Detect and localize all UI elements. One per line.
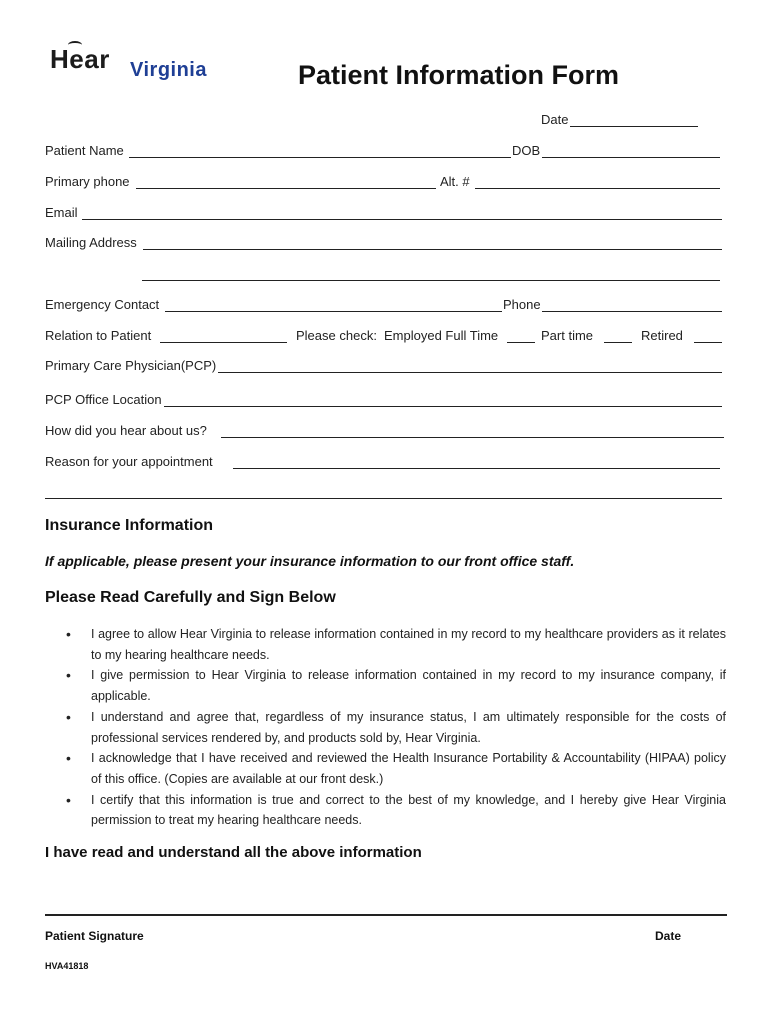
list-item (66, 790, 726, 831)
dob-label: DOB (512, 143, 541, 158)
logo-virginia-text: Virginia (130, 59, 207, 81)
acknowledge-statement: I have read and understand all the above information (45, 844, 422, 861)
mailing-address-line[interactable] (143, 249, 722, 250)
signature-date-label: Date (655, 929, 682, 943)
insurance-note: If applicable, please present your insurance information to our front office staff. (45, 553, 575, 569)
pcp-office-label: PCP Office Location (45, 392, 162, 407)
insurance-heading: Insurance Information (45, 517, 214, 534)
email-label: Email (45, 205, 78, 220)
logo-hear-text: Hear (50, 44, 110, 74)
bullet-icon: • (66, 626, 71, 642)
list-item (66, 748, 726, 789)
consent-item-text: I certify that this information is true and correct to the best of my knowledge, and I hereby give Hear Virginia permission to treat my hearing healthcare needs. (91, 792, 726, 828)
reason-line[interactable] (233, 468, 720, 469)
how-heard-label: How did you hear about us? (45, 423, 207, 438)
patient-name-label: Patient Name (45, 143, 124, 158)
emergency-phone-label: Phone (503, 297, 541, 312)
date-label: Date (541, 112, 569, 127)
alt-phone-line[interactable] (475, 188, 720, 189)
mailing-address-label: Mailing Address (45, 235, 137, 250)
mailing-address-line-2[interactable] (142, 280, 720, 281)
consent-heading: Please Read Carefully and Sign Below (45, 589, 336, 606)
bullet-icon: • (66, 791, 71, 808)
how-heard-line[interactable] (221, 437, 724, 438)
form-code: HVA41818 (45, 961, 89, 971)
please-check-label: Please check: (296, 328, 377, 343)
pcp-office-line[interactable] (164, 406, 722, 407)
patient-signature-label: Patient Signature (45, 929, 144, 943)
reason-label: Reason for your appointment (45, 454, 213, 469)
alt-phone-label: Alt. # (440, 174, 470, 189)
retired-check[interactable] (694, 342, 722, 343)
primary-phone-label: Primary phone (45, 174, 130, 189)
relation-label: Relation to Patient (45, 328, 152, 343)
consent-item-text: I understand and agree that, regardless of my insurance status, I am ultimately responsible for the costs of professional services rendered by, and products sold by, Hear Virginia. (91, 709, 726, 745)
bullet-icon: • (66, 750, 71, 767)
emergency-phone-line[interactable] (542, 311, 722, 312)
date-line[interactable] (570, 126, 698, 127)
hear-virginia-logo (50, 44, 250, 90)
list-item (66, 707, 726, 748)
list-item (66, 624, 726, 665)
page-title: Patient Information Form (298, 60, 620, 90)
list-item (66, 665, 726, 706)
emergency-contact-line[interactable] (165, 311, 502, 312)
employed-full-time-label: Employed Full Time (384, 328, 499, 343)
bullet-icon: • (66, 667, 71, 684)
emergency-contact-label: Emergency Contact (45, 297, 160, 312)
consent-item-text: I acknowledge that I have received and reviewed the Health Insurance Portability & Accountability (HIPAA) policy of this office. (Copies are available at our front desk.) (91, 751, 726, 786)
consent-item-text: I give permission to Hear Virginia to release information contained in my record to my insurance company, if applicable. (91, 668, 726, 704)
reason-line-2[interactable] (45, 498, 722, 499)
relation-line[interactable] (160, 342, 287, 343)
patient-name-line[interactable] (129, 157, 511, 158)
employed-full-time-check[interactable] (507, 342, 535, 343)
bullet-icon: • (66, 708, 71, 725)
email-line[interactable] (82, 219, 722, 220)
part-time-label: Part time (541, 328, 594, 343)
consent-item-text: I agree to allow Hear Virginia to release information contained in my record to my healthcare providers as it relates to my hearing healthcare needs. (91, 627, 726, 662)
consent-list (66, 624, 726, 831)
dob-line[interactable] (542, 157, 720, 158)
primary-phone-line[interactable] (136, 188, 436, 189)
pcp-line[interactable] (218, 372, 722, 373)
signature-line[interactable] (45, 914, 727, 916)
retired-label: Retired (641, 328, 683, 343)
pcp-label: Primary Care Physician(PCP) (45, 358, 217, 373)
part-time-check[interactable] (604, 342, 632, 343)
